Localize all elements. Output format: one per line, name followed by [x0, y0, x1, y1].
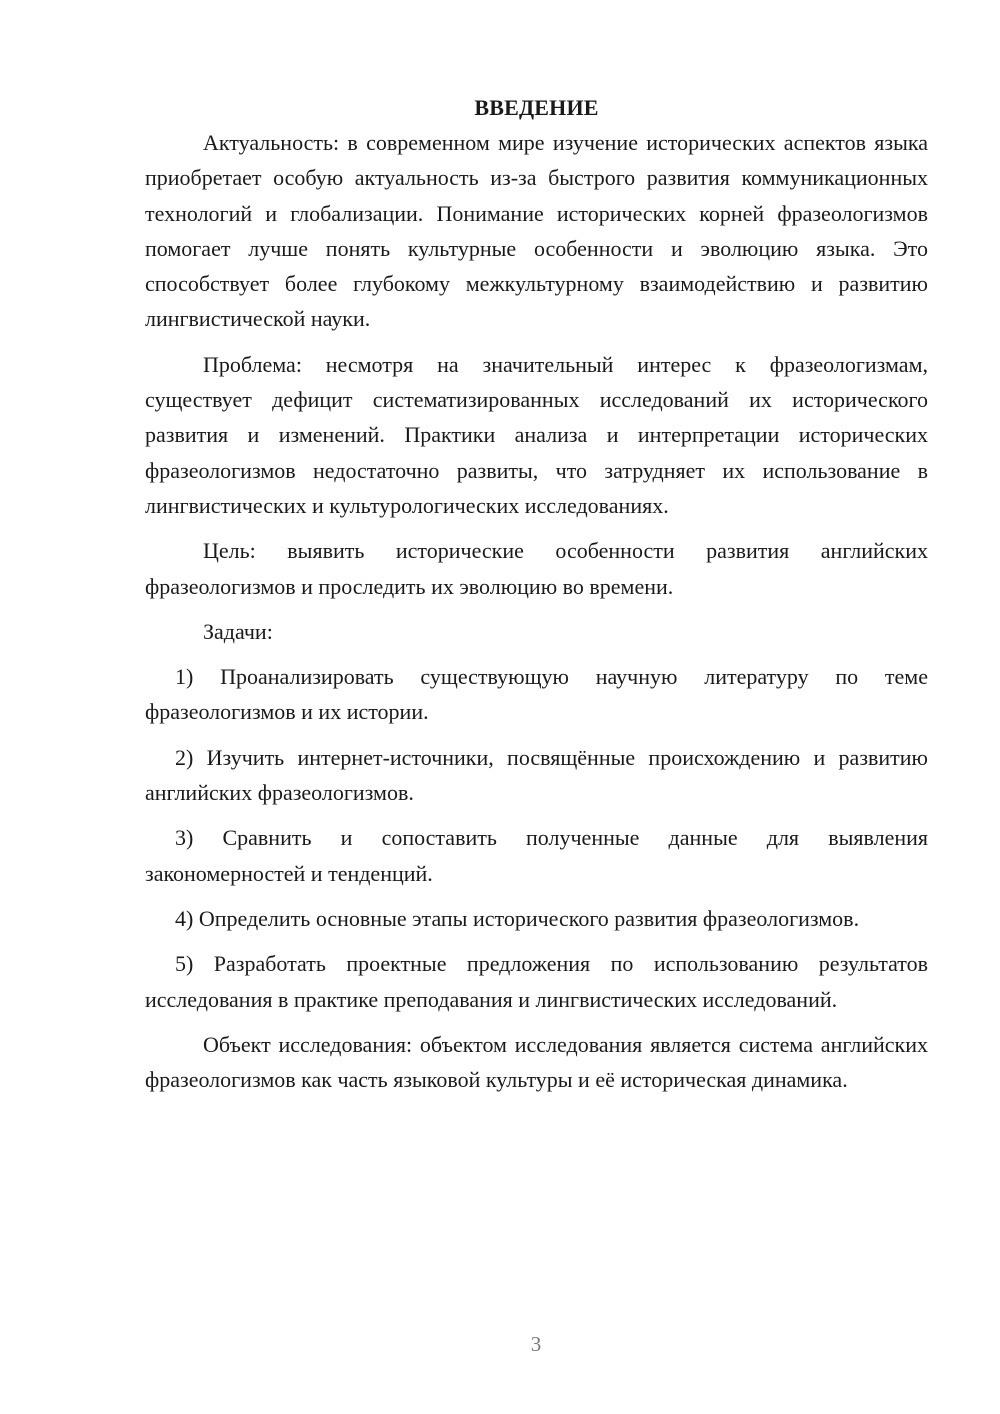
task-item: 4) Определить основные этапы исторического развития фразеологизмов.	[175, 905, 860, 931]
paragraph-problem: Проблема: несмотря на значительный интерес к фразеологизмам, существует дефицит систематизированных исследований их исторического развития и изменений. Практики анализа и интерпретации исторических фразеологизмов недостаточно развиты, что затрудняет их использование в лингвистических и культурологических исследованиях.	[145, 351, 928, 518]
task-item: 2) Изучить интернет-источники, посвящённые происхождению и развитию английских фразеологизмов.	[145, 744, 928, 806]
tasks-label: Задачи:	[203, 618, 273, 644]
task-item: 5) Разработать проектные предложения по использованию результатов исследования в практике преподавания и лингвистических исследований.	[145, 951, 928, 1012]
paragraph-relevance: Актуальность: в современном мире изучение исторических аспектов языка приобретает особую актуальность из-за быстрого развития коммуникационных технологий и глобализации. Понимание исторических корней фразеологизмов помогает лучше понять культурные особенности и эволюцию языка. Это способствует более глубокому межкультурному взаимодействию и развитию лингвистической науки.	[145, 130, 928, 332]
page-number: 3	[530, 1332, 542, 1356]
task-item: 1) Проанализировать существующую научную литературу по теме фразеологизмов и их истории.	[145, 664, 928, 725]
paragraph-object: Объект исследования: объектом исследования является система английских фразеологизмов как часть языковой культуры и её историческая динамика.	[145, 1031, 928, 1093]
task-item: 3) Сравнить и сопоставить полученные данные для выявления закономерностей и тенденций.	[145, 825, 928, 886]
paragraph-goal: Цель: выявить исторические особенности развития английских фразеологизмов и проследить их эволюцию во времени.	[145, 538, 928, 599]
document-page	[145, 90, 928, 1107]
section-title: ВВЕДЕНИЕ	[474, 95, 599, 120]
